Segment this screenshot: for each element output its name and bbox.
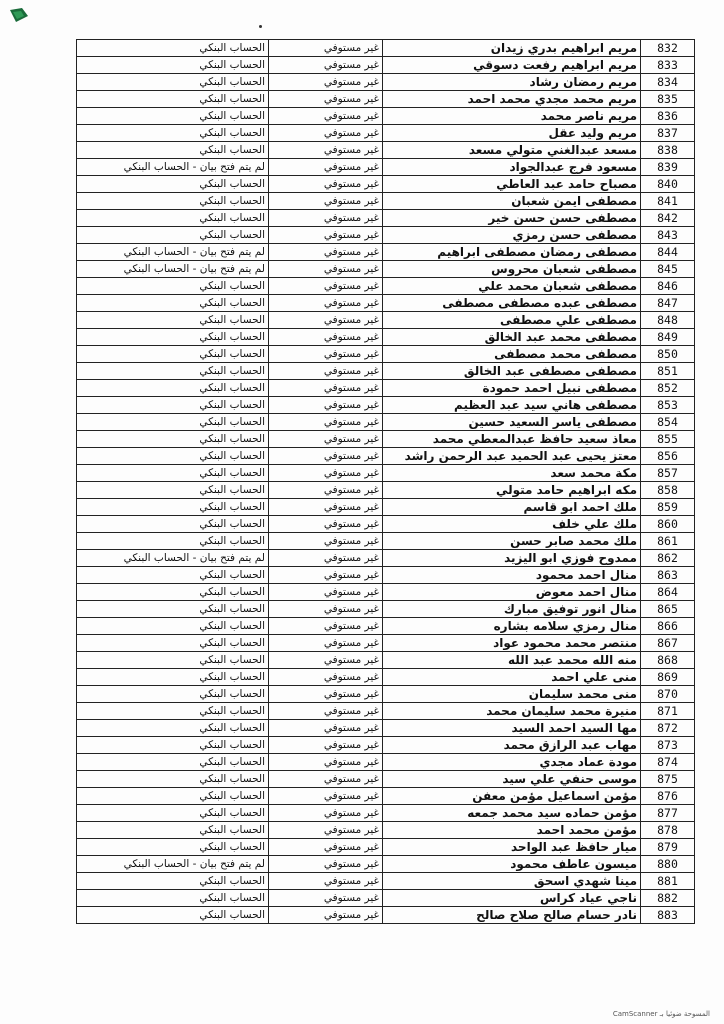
- row-number: 857: [641, 465, 695, 482]
- status-cell: غير مستوفي: [269, 822, 383, 839]
- status-cell: غير مستوفي: [269, 312, 383, 329]
- table-row: [77, 176, 695, 193]
- status-cell: غير مستوفي: [269, 108, 383, 125]
- row-number: 854: [641, 414, 695, 431]
- account-cell: الحساب البنكي: [77, 652, 269, 669]
- row-number: 847: [641, 295, 695, 312]
- account-cell: الحساب البنكي: [77, 295, 269, 312]
- person-name: ملك علي خلف: [383, 516, 641, 533]
- status-cell: غير مستوفي: [269, 227, 383, 244]
- table-row: [77, 142, 695, 159]
- status-cell: غير مستوفي: [269, 737, 383, 754]
- status-cell: غير مستوفي: [269, 533, 383, 550]
- table-row: [77, 652, 695, 669]
- account-cell: الحساب البنكي: [77, 176, 269, 193]
- account-cell: الحساب البنكي: [77, 533, 269, 550]
- status-cell: غير مستوفي: [269, 771, 383, 788]
- account-cell: الحساب البنكي: [77, 907, 269, 924]
- person-name: منه الله محمد عبد الله: [383, 652, 641, 669]
- status-cell: غير مستوفي: [269, 57, 383, 74]
- row-number: 880: [641, 856, 695, 873]
- table-row: [77, 754, 695, 771]
- account-cell: لم يتم فتح بيان - الحساب البنكي: [77, 159, 269, 176]
- account-cell: الحساب البنكي: [77, 363, 269, 380]
- status-cell: غير مستوفي: [269, 669, 383, 686]
- person-name: مصطفى محمد مصطفى: [383, 346, 641, 363]
- account-cell: الحساب البنكي: [77, 91, 269, 108]
- account-cell: الحساب البنكي: [77, 720, 269, 737]
- person-name: مؤمن اسماعيل مؤمن معفن: [383, 788, 641, 805]
- account-cell: الحساب البنكي: [77, 40, 269, 57]
- person-name: مصطفى ايمن شعبان: [383, 193, 641, 210]
- table-row: [77, 125, 695, 142]
- table-row: [77, 601, 695, 618]
- table-row: [77, 40, 695, 57]
- account-cell: الحساب البنكي: [77, 346, 269, 363]
- person-name: مسعود فرج عبدالجواد: [383, 159, 641, 176]
- person-name: مريم وليد عقل: [383, 125, 641, 142]
- row-number: 868: [641, 652, 695, 669]
- account-cell: الحساب البنكي: [77, 312, 269, 329]
- row-number: 862: [641, 550, 695, 567]
- row-number: 866: [641, 618, 695, 635]
- row-number: 877: [641, 805, 695, 822]
- person-name: منى علي احمد: [383, 669, 641, 686]
- row-number: 843: [641, 227, 695, 244]
- account-cell: الحساب البنكي: [77, 822, 269, 839]
- status-cell: غير مستوفي: [269, 125, 383, 142]
- status-cell: غير مستوفي: [269, 210, 383, 227]
- names-table: [76, 39, 695, 924]
- person-name: معتز يحيى عبد الحميد عبد الرحمن راشد: [383, 448, 641, 465]
- row-number: 859: [641, 499, 695, 516]
- person-name: ملك محمد صابر حسن: [383, 533, 641, 550]
- table-row: [77, 482, 695, 499]
- account-cell: لم يتم فتح بيان - الحساب البنكي: [77, 550, 269, 567]
- status-cell: غير مستوفي: [269, 295, 383, 312]
- table-row: [77, 465, 695, 482]
- row-number: 840: [641, 176, 695, 193]
- table-row: [77, 907, 695, 924]
- status-cell: غير مستوفي: [269, 397, 383, 414]
- table-row: [77, 108, 695, 125]
- account-cell: الحساب البنكي: [77, 499, 269, 516]
- row-number: 841: [641, 193, 695, 210]
- table-row: [77, 822, 695, 839]
- row-number: 875: [641, 771, 695, 788]
- row-number: 835: [641, 91, 695, 108]
- table-row: [77, 499, 695, 516]
- account-cell: الحساب البنكي: [77, 431, 269, 448]
- table-row: [77, 618, 695, 635]
- status-cell: غير مستوفي: [269, 720, 383, 737]
- account-cell: الحساب البنكي: [77, 771, 269, 788]
- status-cell: غير مستوفي: [269, 363, 383, 380]
- table-row: [77, 533, 695, 550]
- person-name: منيرة محمد سليمان محمد: [383, 703, 641, 720]
- status-cell: غير مستوفي: [269, 499, 383, 516]
- account-cell: الحساب البنكي: [77, 74, 269, 91]
- person-name: مصطفى مصطفى عبد الخالق: [383, 363, 641, 380]
- row-number: 852: [641, 380, 695, 397]
- person-name: نادر حسام صالح صلاح صالح: [383, 907, 641, 924]
- person-name: موسى حنفي علي سيد: [383, 771, 641, 788]
- status-cell: غير مستوفي: [269, 346, 383, 363]
- person-name: منال رمزي سلامه بشاره: [383, 618, 641, 635]
- account-cell: الحساب البنكي: [77, 380, 269, 397]
- person-name: مودة عماد مجدي: [383, 754, 641, 771]
- account-cell: الحساب البنكي: [77, 839, 269, 856]
- row-number: 881: [641, 873, 695, 890]
- row-number: 865: [641, 601, 695, 618]
- account-cell: الحساب البنكي: [77, 788, 269, 805]
- account-cell: الحساب البنكي: [77, 108, 269, 125]
- row-number: 861: [641, 533, 695, 550]
- account-cell: الحساب البنكي: [77, 482, 269, 499]
- table-row: [77, 414, 695, 431]
- account-cell: الحساب البنكي: [77, 567, 269, 584]
- table-row: [77, 635, 695, 652]
- person-name: منتصر محمد محمود عواد: [383, 635, 641, 652]
- account-cell: الحساب البنكي: [77, 890, 269, 907]
- status-cell: غير مستوفي: [269, 448, 383, 465]
- table-row: [77, 193, 695, 210]
- account-cell: الحساب البنكي: [77, 125, 269, 142]
- person-name: منى محمد سليمان: [383, 686, 641, 703]
- status-cell: غير مستوفي: [269, 91, 383, 108]
- person-name: مصباح حامد عبد العاطي: [383, 176, 641, 193]
- table-row: [77, 380, 695, 397]
- table-row: [77, 57, 695, 74]
- table-row: [77, 788, 695, 805]
- row-number: 846: [641, 278, 695, 295]
- scan-corner-icon: [8, 6, 30, 24]
- account-cell: لم يتم فتح بيان - الحساب البنكي: [77, 244, 269, 261]
- person-name: مصطفى نبيل احمد حمودة: [383, 380, 641, 397]
- status-cell: غير مستوفي: [269, 278, 383, 295]
- row-number: 864: [641, 584, 695, 601]
- account-cell: الحساب البنكي: [77, 805, 269, 822]
- status-cell: غير مستوفي: [269, 482, 383, 499]
- person-name: مصطفى ياسر السعيد حسين: [383, 414, 641, 431]
- status-cell: غير مستوفي: [269, 193, 383, 210]
- account-cell: الحساب البنكي: [77, 516, 269, 533]
- status-cell: غير مستوفي: [269, 652, 383, 669]
- account-cell: الحساب البنكي: [77, 669, 269, 686]
- table-row: [77, 261, 695, 278]
- person-name: معاذ سعيد حافظ عبدالمعطي محمد: [383, 431, 641, 448]
- account-cell: الحساب البنكي: [77, 601, 269, 618]
- table-row: [77, 771, 695, 788]
- person-name: مصطفى محمد عبد الخالق: [383, 329, 641, 346]
- table-row: [77, 159, 695, 176]
- status-cell: غير مستوفي: [269, 635, 383, 652]
- row-number: 869: [641, 669, 695, 686]
- status-cell: غير مستوفي: [269, 74, 383, 91]
- account-cell: الحساب البنكي: [77, 278, 269, 295]
- scan-speck: [259, 25, 262, 28]
- status-cell: غير مستوفي: [269, 414, 383, 431]
- table-row: [77, 550, 695, 567]
- account-cell: الحساب البنكي: [77, 142, 269, 159]
- person-name: ميار حافظ عبد الواحد: [383, 839, 641, 856]
- row-number: 838: [641, 142, 695, 159]
- person-name: مريم ابراهيم رفعت دسوقي: [383, 57, 641, 74]
- table-row: [77, 363, 695, 380]
- row-number: 874: [641, 754, 695, 771]
- person-name: مهاب عبد الرازق محمد: [383, 737, 641, 754]
- status-cell: غير مستوفي: [269, 380, 383, 397]
- table-row: [77, 669, 695, 686]
- account-cell: الحساب البنكي: [77, 737, 269, 754]
- table-row: [77, 295, 695, 312]
- account-cell: الحساب البنكي: [77, 448, 269, 465]
- table-row: [77, 890, 695, 907]
- table-row: [77, 720, 695, 737]
- account-cell: الحساب البنكي: [77, 618, 269, 635]
- row-number: 851: [641, 363, 695, 380]
- person-name: مؤمن حماده سيد محمد جمعه: [383, 805, 641, 822]
- person-name: مصطفى رمضان مصطفى ابراهيم: [383, 244, 641, 261]
- status-cell: غير مستوفي: [269, 856, 383, 873]
- table-row: [77, 873, 695, 890]
- account-cell: الحساب البنكي: [77, 193, 269, 210]
- person-name: مريم ابراهيم بدري زيدان: [383, 40, 641, 57]
- account-cell: الحساب البنكي: [77, 754, 269, 771]
- row-number: 853: [641, 397, 695, 414]
- table-row: [77, 278, 695, 295]
- account-cell: الحساب البنكي: [77, 414, 269, 431]
- account-cell: الحساب البنكي: [77, 686, 269, 703]
- account-cell: الحساب البنكي: [77, 397, 269, 414]
- row-number: 863: [641, 567, 695, 584]
- account-cell: لم يتم فتح بيان - الحساب البنكي: [77, 856, 269, 873]
- status-cell: غير مستوفي: [269, 754, 383, 771]
- person-name: مكه ابراهيم حامد متولي: [383, 482, 641, 499]
- status-cell: غير مستوفي: [269, 142, 383, 159]
- row-number: 878: [641, 822, 695, 839]
- status-cell: غير مستوفي: [269, 584, 383, 601]
- person-name: مصطفى عبده مصطفى مصطفى: [383, 295, 641, 312]
- person-name: مينا شهدي اسحق: [383, 873, 641, 890]
- person-name: منال احمد محمود: [383, 567, 641, 584]
- row-number: 860: [641, 516, 695, 533]
- person-name: ميسون عاطف محمود: [383, 856, 641, 873]
- row-number: 856: [641, 448, 695, 465]
- row-number: 870: [641, 686, 695, 703]
- row-number: 832: [641, 40, 695, 57]
- table-row: [77, 856, 695, 873]
- table-row: [77, 703, 695, 720]
- status-cell: غير مستوفي: [269, 703, 383, 720]
- person-name: منال انور توفيق مبارك: [383, 601, 641, 618]
- table-row: [77, 244, 695, 261]
- person-name: مريم محمد مجدي محمد احمد: [383, 91, 641, 108]
- scanner-watermark: CamScanner المسوحة ضوئيا بـ: [612, 1010, 710, 1018]
- status-cell: غير مستوفي: [269, 261, 383, 278]
- person-name: مصطفى علي مصطفى: [383, 312, 641, 329]
- status-cell: غير مستوفي: [269, 839, 383, 856]
- table-row: [77, 839, 695, 856]
- person-name: ناجي عياد كراس: [383, 890, 641, 907]
- account-cell: الحساب البنكي: [77, 465, 269, 482]
- table-row: [77, 567, 695, 584]
- status-cell: غير مستوفي: [269, 550, 383, 567]
- row-number: 883: [641, 907, 695, 924]
- row-number: 882: [641, 890, 695, 907]
- person-name: ملك احمد ابو قاسم: [383, 499, 641, 516]
- table-row: [77, 346, 695, 363]
- row-number: 850: [641, 346, 695, 363]
- account-cell: الحساب البنكي: [77, 584, 269, 601]
- row-number: 848: [641, 312, 695, 329]
- person-name: مصطفى شعبان محمد علي: [383, 278, 641, 295]
- status-cell: غير مستوفي: [269, 907, 383, 924]
- table-row: [77, 91, 695, 108]
- table-row: [77, 516, 695, 533]
- row-number: 871: [641, 703, 695, 720]
- table-row: [77, 312, 695, 329]
- account-cell: الحساب البنكي: [77, 635, 269, 652]
- status-cell: غير مستوفي: [269, 686, 383, 703]
- row-number: 842: [641, 210, 695, 227]
- table-row: [77, 448, 695, 465]
- row-number: 879: [641, 839, 695, 856]
- table-row: [77, 805, 695, 822]
- person-name: مصطفى شعبان محروس: [383, 261, 641, 278]
- account-cell: لم يتم فتح بيان - الحساب البنكي: [77, 261, 269, 278]
- row-number: 849: [641, 329, 695, 346]
- status-cell: غير مستوفي: [269, 601, 383, 618]
- row-number: 858: [641, 482, 695, 499]
- row-number: 836: [641, 108, 695, 125]
- status-cell: غير مستوفي: [269, 618, 383, 635]
- person-name: مسعد عبدالغني متولي مسعد: [383, 142, 641, 159]
- row-number: 845: [641, 261, 695, 278]
- account-cell: الحساب البنكي: [77, 329, 269, 346]
- row-number: 839: [641, 159, 695, 176]
- table-row: [77, 329, 695, 346]
- status-cell: غير مستوفي: [269, 890, 383, 907]
- person-name: مريم ناصر محمد: [383, 108, 641, 125]
- table-row: [77, 210, 695, 227]
- table-row: [77, 227, 695, 244]
- status-cell: غير مستوفي: [269, 788, 383, 805]
- row-number: 855: [641, 431, 695, 448]
- table-row: [77, 686, 695, 703]
- status-cell: غير مستوفي: [269, 40, 383, 57]
- person-name: مصطفى حسن رمزي: [383, 227, 641, 244]
- row-number: 873: [641, 737, 695, 754]
- row-number: 867: [641, 635, 695, 652]
- account-cell: الحساب البنكي: [77, 57, 269, 74]
- row-number: 876: [641, 788, 695, 805]
- status-cell: غير مستوفي: [269, 465, 383, 482]
- table-row: [77, 74, 695, 91]
- row-number: 844: [641, 244, 695, 261]
- status-cell: غير مستوفي: [269, 329, 383, 346]
- status-cell: غير مستوفي: [269, 244, 383, 261]
- account-cell: الحساب البنكي: [77, 210, 269, 227]
- table-row: [77, 431, 695, 448]
- person-name: مريم رمضان رشاد: [383, 74, 641, 91]
- status-cell: غير مستوفي: [269, 176, 383, 193]
- person-name: مصطفى هاني سيد عبد العظيم: [383, 397, 641, 414]
- row-number: 872: [641, 720, 695, 737]
- table-row: [77, 397, 695, 414]
- person-name: مؤمن محمد احمد: [383, 822, 641, 839]
- status-cell: غير مستوفي: [269, 431, 383, 448]
- table-row: [77, 737, 695, 754]
- status-cell: غير مستوفي: [269, 805, 383, 822]
- account-cell: الحساب البنكي: [77, 873, 269, 890]
- row-number: 837: [641, 125, 695, 142]
- row-number: 834: [641, 74, 695, 91]
- status-cell: غير مستوفي: [269, 516, 383, 533]
- table-row: [77, 584, 695, 601]
- person-name: مها السيد احمد السيد: [383, 720, 641, 737]
- status-cell: غير مستوفي: [269, 567, 383, 584]
- account-cell: الحساب البنكي: [77, 227, 269, 244]
- account-cell: الحساب البنكي: [77, 703, 269, 720]
- person-name: منال احمد معوض: [383, 584, 641, 601]
- status-cell: غير مستوفي: [269, 159, 383, 176]
- person-name: مصطفى حسن حسن خير: [383, 210, 641, 227]
- person-name: ممدوح فوزي ابو اليزيد: [383, 550, 641, 567]
- status-cell: غير مستوفي: [269, 873, 383, 890]
- row-number: 833: [641, 57, 695, 74]
- person-name: مكة محمد سعد: [383, 465, 641, 482]
